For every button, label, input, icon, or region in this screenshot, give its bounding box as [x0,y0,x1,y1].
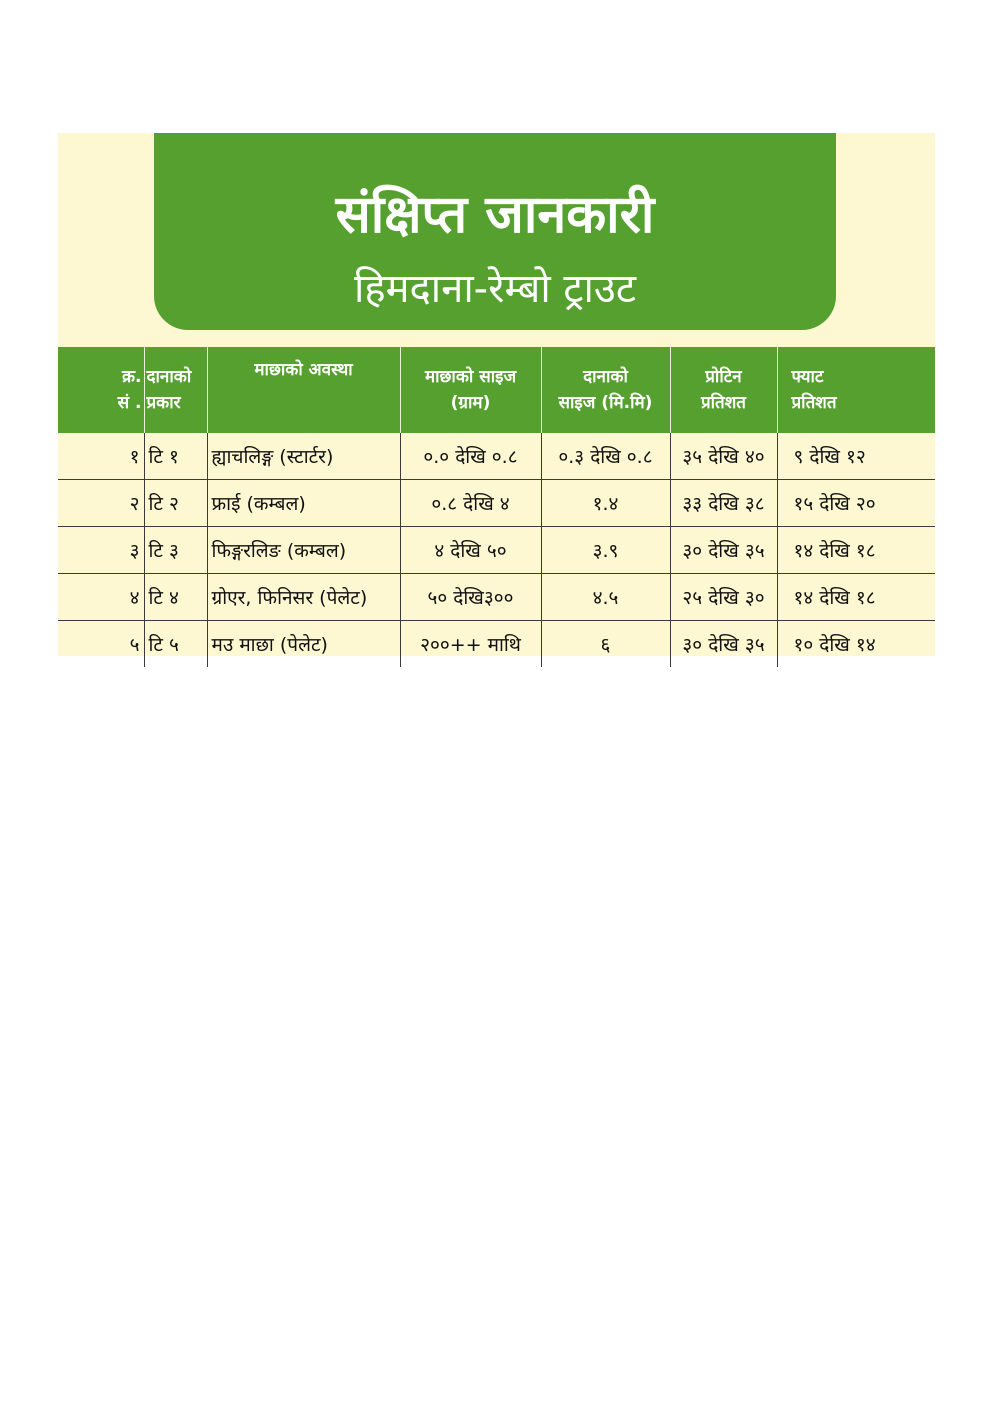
column-header-protein: प्रोटिन प्रतिशत [670,347,777,433]
cell-fish-size: ०.८ देखि ४ [400,480,541,527]
cell-fat: १४ देखि १८ [777,527,935,574]
cell-fat: १० देखि १४ [777,621,935,668]
table-row [58,574,935,621]
cell-fish-stage: ग्रोएर, फिनिसर (पेलेट) [207,574,400,621]
cell-feed-type: टि ५ [144,621,207,668]
cell-protein: २५ देखि ३० [670,574,777,621]
cell-fish-size: ०.० देखि ०.८ [400,433,541,480]
cell-feed-type: टि १ [144,433,207,480]
cell-fat: १४ देखि १८ [777,574,935,621]
feed-table [58,347,935,667]
cell-fat: ९ देखि १२ [777,433,935,480]
cell-fish-stage: फ्राई (कम्बल) [207,480,400,527]
cell-serial: ४ [58,574,144,621]
column-header-feed-size: दानाको साइज (मि.मि) [541,347,670,433]
page-title: संक्षिप्त जानकारी [335,185,655,245]
cell-feed-type: टि ३ [144,527,207,574]
cell-fish-size: ४ देखि ५० [400,527,541,574]
cell-protein: ३० देखि ३५ [670,527,777,574]
cell-fat: १५ देखि २० [777,480,935,527]
cell-feed-size: ६ [541,621,670,668]
cell-feed-size: ४.५ [541,574,670,621]
cell-protein: ३५ देखि ४० [670,433,777,480]
cell-fish-stage: मउ माछा (पेलेट) [207,621,400,668]
page-subtitle: हिमदाना-रेम्बो ट्राउट [354,266,636,312]
cell-serial: ५ [129,634,140,656]
cell-protein: ३३ देखि ३८ [670,480,777,527]
cell-serial: ३ [58,527,144,574]
column-header-fish-size: माछाको साइज (ग्राम) [400,347,541,433]
cell-feed-size: ०.३ देखि ०.८ [541,433,670,480]
table-header-row [58,347,935,433]
cell-feed-size: १.४ [541,480,670,527]
table-row [58,527,935,574]
column-header-fish-stage: माछाको अवस्था [207,347,400,433]
cell-fish-stage: फिङ्गरलिङ (कम्बल) [207,527,400,574]
table-row [58,433,935,480]
cell-fish-stage: ह्याचलिङ्ग (स्टार्टर) [207,433,400,480]
title-banner [154,133,836,330]
cell-fish-size: २००++ माथि [400,621,541,668]
cell-feed-type: टि ४ [144,574,207,621]
column-header-serial: क्र. सं . [58,347,144,433]
cell-feed-size: ३.९ [541,527,670,574]
cell-protein: ३० देखि ३५ [670,621,777,668]
cell-fish-size: ५० देखि३०० [400,574,541,621]
info-sheet [58,133,935,656]
table-row [58,621,935,668]
table-row [58,480,935,527]
column-header-fat: फ्याट प्रतिशत [777,347,935,433]
column-header-feed-type: दानाको प्रकार [144,347,207,433]
cell-serial: २ [58,480,144,527]
cell-serial: १ [58,433,144,480]
cell-feed-type: टि २ [144,480,207,527]
